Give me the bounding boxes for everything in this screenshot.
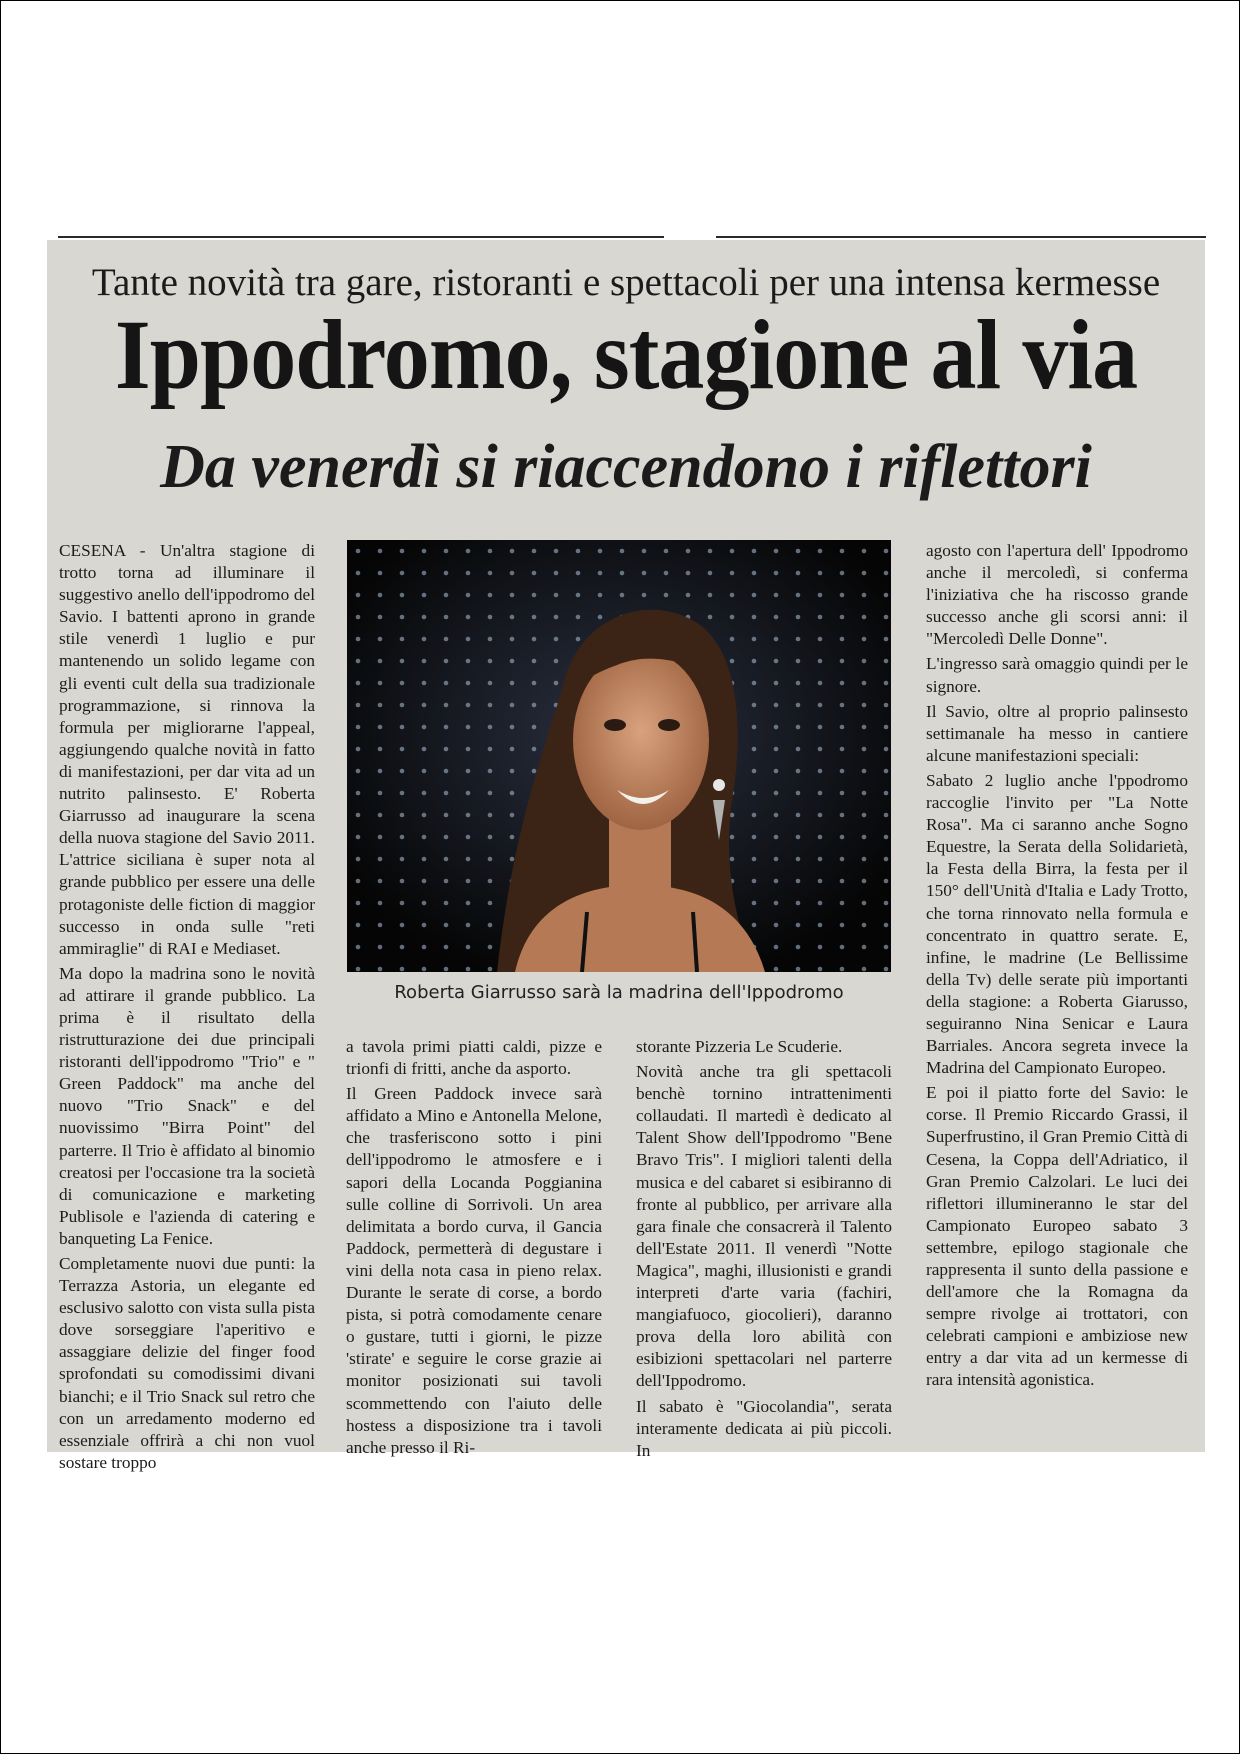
column-4-paragraph-5: E poi il piatto forte del Savio: le corse. Il Premio Riccardo Grassi, il Superfrustino, il Gran Premio Città di Cesena, la Coppa dell'Adriatico, il Gran Premio Calzolari. Le luci dei riflettori illumineranno le star del Campionato Europeo sabato 3 settembre, epilogo stagionale che rappresenta il sunto della passione e dell'amore che la Romagna da sempre rivolge ai trottatori, con celebrati campioni e ambiziose new entry a dar vita ad un kermesse di rara intensità agonistica. — [926, 1083, 1188, 1390]
article-headline: Ippodromo, stagione al via — [114, 299, 1138, 410]
column-1-paragraph-3: Completamente nuovi due punti: la Terrazza Astoria, un elegante ed esclusivo salotto con vista sulla pista dove sorseggiare l'aperitivo e assaggiare delizie del finger food sprofondati su comodissimi divani bianchi; e il Trio Snack sul retro che con un arredamento moderno ed essenziale offrirà a chi non vuol sostare troppo — [59, 1254, 315, 1472]
column-3-paragraph-1: storante Pizzeria Le Scuderie. — [636, 1037, 843, 1056]
column-1-paragraph-1: CESENA - Un'altra stagione di trotto torna ad illuminare il suggestivo anello dell'ippodromo del Savio. I battenti aprono in grande stile venerdì 1 luglio e pur mantenendo un solido legame con gli eventi cult della sua tradizionale programmazione, si rinnova la formula per migliorarne l'appeal, aggiungendo qualche novità in fatto di manifestazioni, per dar vita ad un nutrito palinsesto. E' Roberta Giarrusso ad inaugurare la scena della nuova stagione del Savio 2011. L'attrice siciliana è super nota al grande pubblico per essere una delle protagoniste delle fiction di maggior successo in onda sulle "reti ammiraglie" di RAI e Mediaset. — [59, 541, 315, 958]
article-column-4 — [926, 540, 1188, 1395]
article-kicker: Tante novità tra gare, ristoranti e spettacoli per una intensa kermesse — [91, 261, 1161, 304]
photo-caption: Roberta Giarrusso sarà la madrina dell'Ippodromo — [394, 982, 844, 1003]
top-rule-left — [58, 236, 664, 238]
article-column-3 — [636, 1036, 892, 1465]
column-2-paragraph-1: a tavola primi piatti caldi, pizze e trionfi di fritti, anche da asporto. — [346, 1037, 602, 1079]
article-photo — [347, 540, 891, 972]
top-rule-right — [716, 236, 1206, 238]
column-4-paragraph-3: Il Savio, oltre al proprio palinsesto settimanale ha messo in cantiere alcune manifestazioni speciali: — [926, 701, 1188, 765]
newspaper-clipping — [47, 240, 1205, 1472]
photo-illustration — [347, 540, 891, 972]
article-column-2 — [346, 1036, 602, 1462]
column-4-paragraph-2: L'ingresso sarà omaggio quindi per le signore. — [926, 654, 1188, 696]
article-subhead: Da venerdì si riaccendono i riflettori — [160, 433, 1092, 501]
article-column-1 — [59, 540, 315, 1477]
column-3-paragraph-3: Il sabato è "Giocolandia", serata interamente dedicata ai più piccoli. In — [636, 1396, 892, 1460]
column-4-paragraph-1: agosto con l'apertura dell' Ippodromo anche il mercoledì, si conferma l'iniziativa che ha riscosso grande successo anche gli scorsi anni: il "Mercoledì Delle Donne". — [926, 541, 1188, 649]
column-4-paragraph-4: Sabato 2 luglio anche l'ppodromo raccoglie l'invito per "La Notte Rosa". Ma ci saranno anche Sogno Equestre, la Serata della Solidarietà, la Festa della Birra, la festa per il 150° dell'Unità d'Italia e Lady Trotto, che torna rinnovato nella formula e concentrato in quattro serate. E, infine, le madrine (Le Bellissime della Tv) delle serate più importanti della stagione: a Roberta Giarusso, seguiranno Nina Senicar e Laura Barriales. Ancora segreta invece la Madrina del Campionato Europeo. — [926, 770, 1188, 1078]
column-3-paragraph-2: Novità anche tra gli spettacoli benchè tornino intrattenimenti collaudati. Il martedì è dedicato al Talent Show dell'Ippodromo "Bene Bravo Tris". I migliori talenti della musica e del cabaret si esibiranno di fronte al pubblico, per arrivare alla gara finale che consacrerà il Talento dell'Estate 2011. Il venerdì "Notte Magica", maghi, illusionisti e grandi interpreti d'arte varia (fachiri, mangiafuoco, giocolieri), daranno prova della loro abilità con esibizioni spettacolari nel parterre dell'Ippodromo. — [636, 1062, 892, 1391]
column-1-paragraph-2: Ma dopo la madrina sono le novità ad attirare il grande pubblico. La prima è il risultato della ristrutturazione dei due principali ristoranti dell'ippodromo "Trio" e " Green Paddock" ma anche del nuovo "Trio Snack" e del nuovissimo "Birra Point" del parterre. Il Trio è affidato al binomio creatosi per l'occasione tra la società di comunicazione e marketing Publisole e l'azienda di catering e banqueting La Fenice. — [59, 963, 315, 1248]
column-2-paragraph-2: Il Green Paddock invece sarà affidato a Mino e Antonella Melone, che trasferiscono sotto i pini dell'ippodromo le atmosfere e i sapori della Locanda Poggianina sulle colline di Sorrivoli. Un area delimitata a bordo curva, il Gancia Paddock, permetterà di degustare i vini della nota casa in pieno relax. Durante le serate di corse, a bordo pista, si potrà comodamente cenare o gustare, tutti i giorni, le pizze 'stirate' e seguire le corse grazie ai monitor posizionati sui tavoli scommettendo con l'aiuto delle hostess a disposizione tra i tavoli anche presso il Ri- — [346, 1084, 602, 1457]
